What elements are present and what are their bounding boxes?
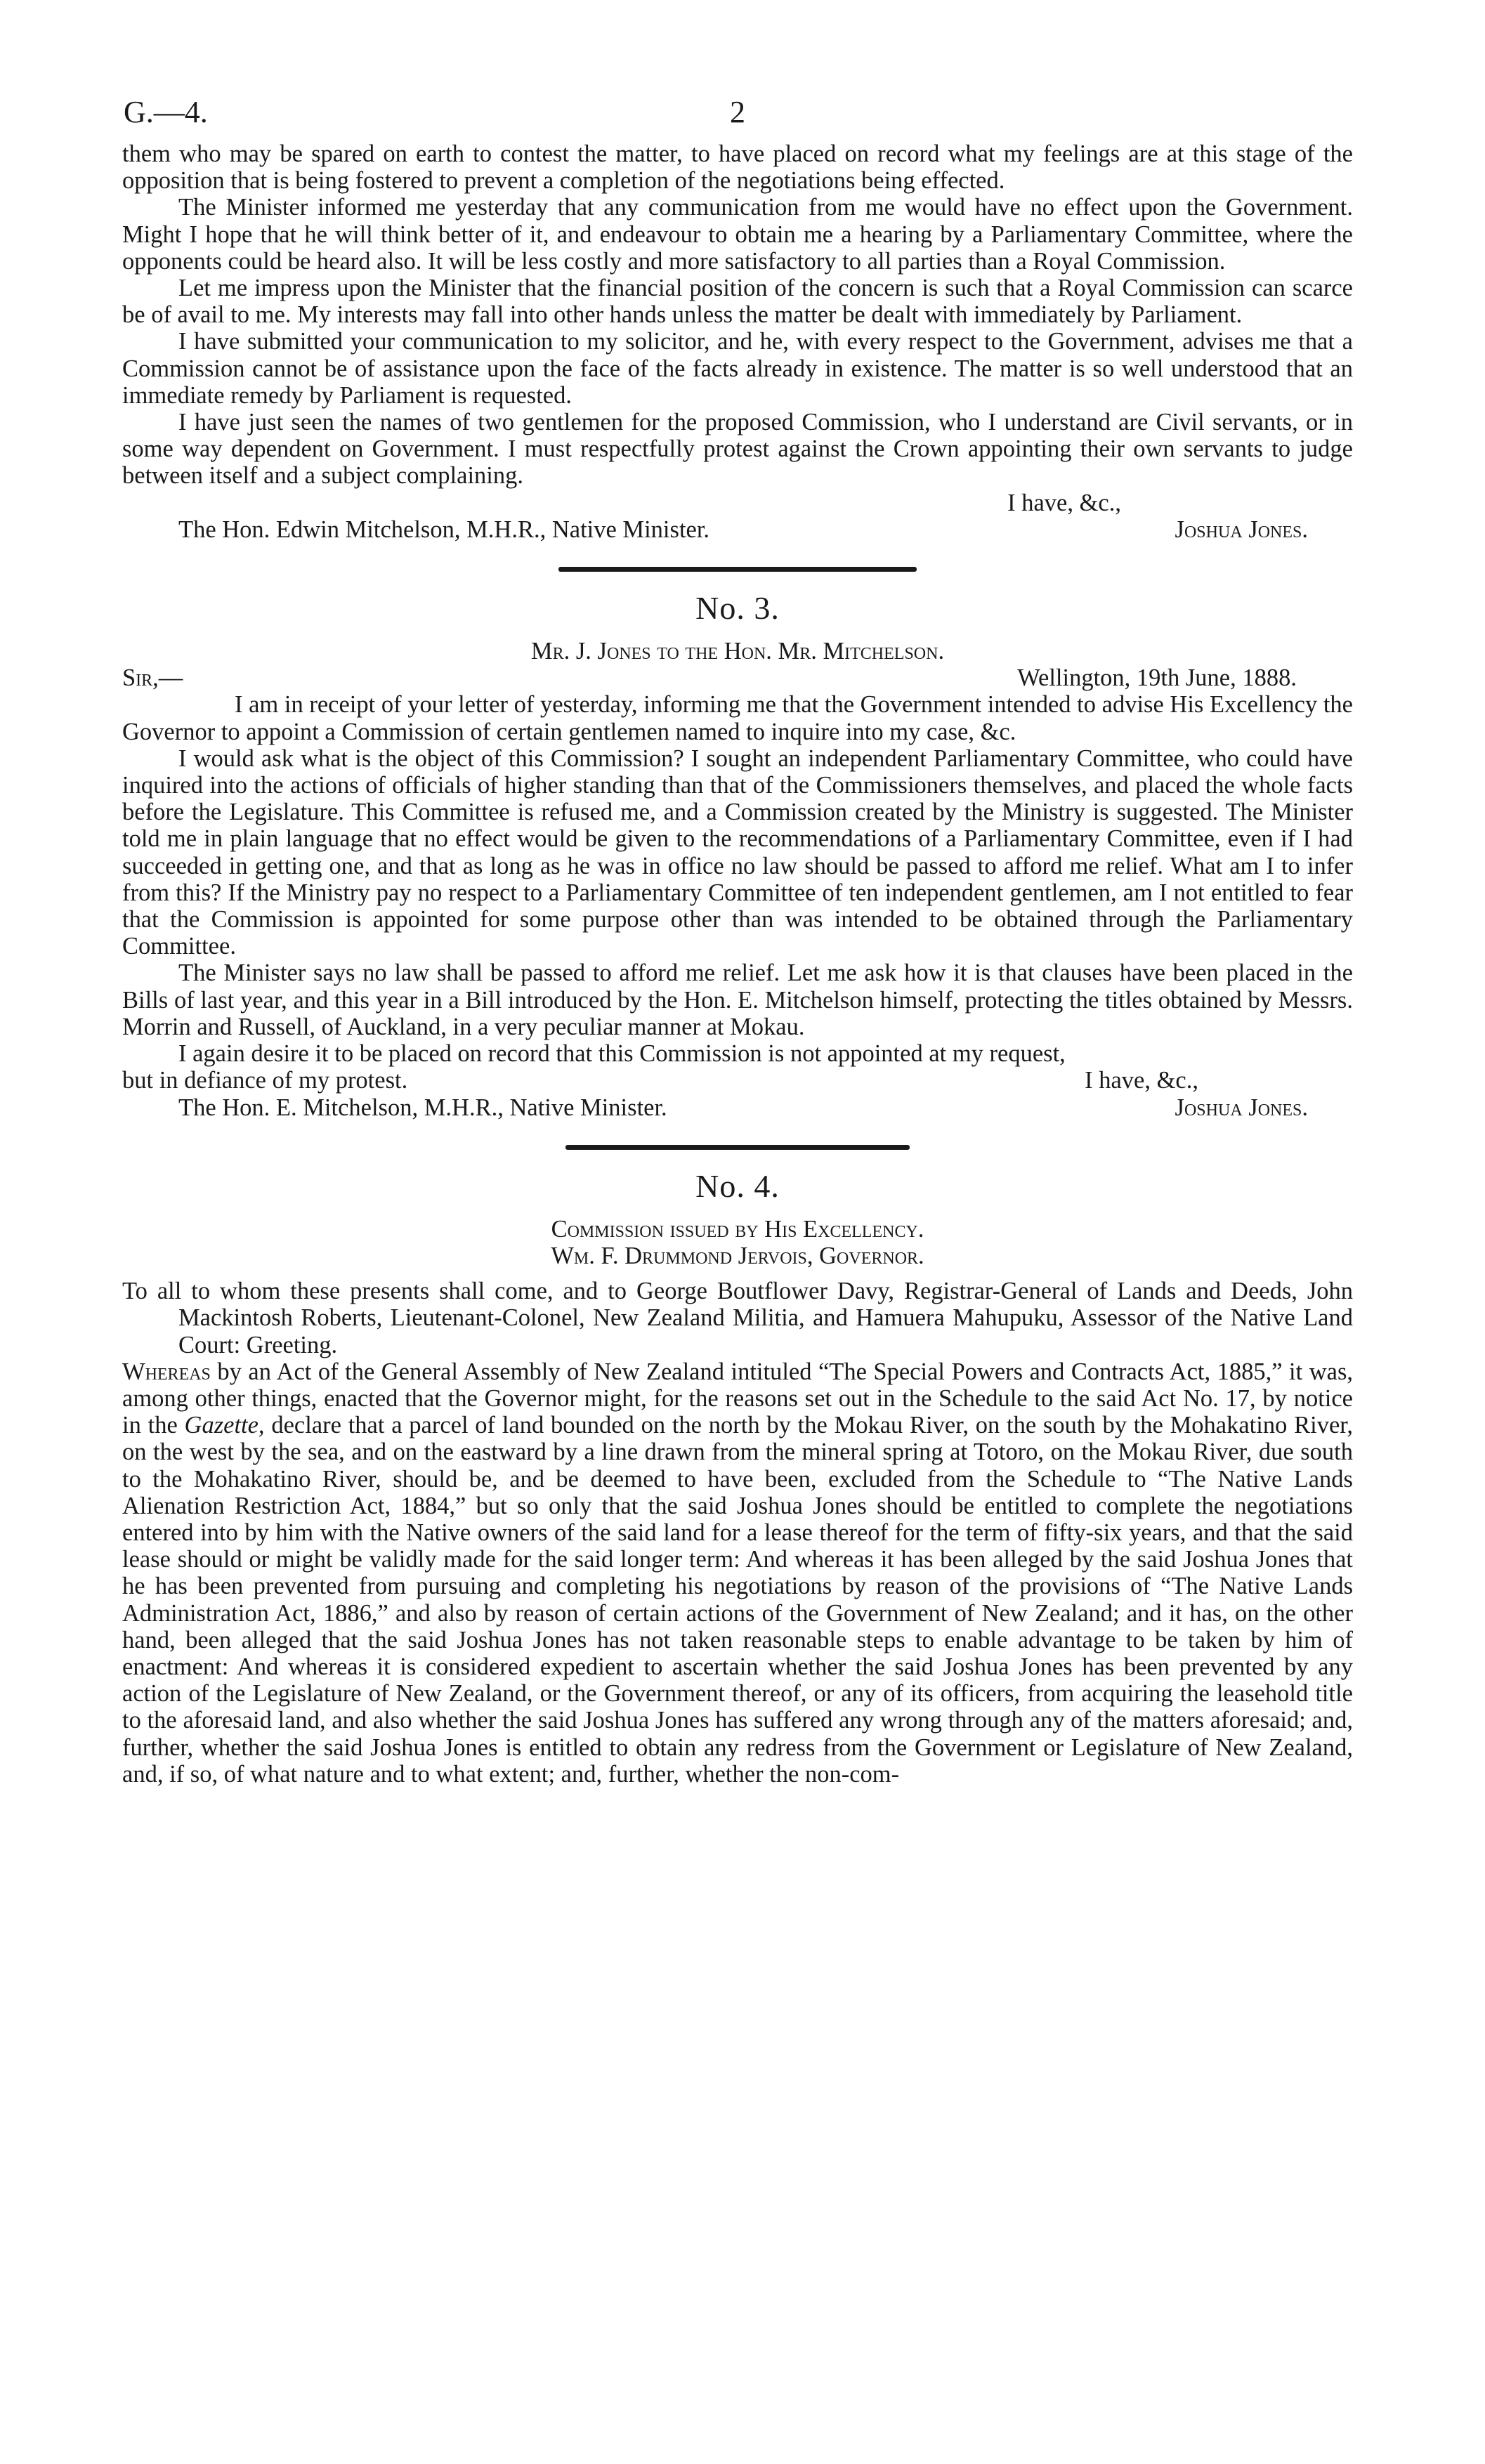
address-paragraph: To all to whom these presents shall come, and to George Boutflower Davy, Registrar-General of Lands and Deeds, John Mackintosh Roberts, Lieutenant-Colonel, New Zealand Militia, and Hamuera Mahupuku, Assessor of the Native Land Court: Greeting. xyxy=(122,1278,1353,1358)
section-divider xyxy=(558,567,917,572)
section-number: No. 3. xyxy=(695,590,780,627)
paragraph: I am in receipt of your letter of yesterday, informing me that the Government intended to advise His Excellency the Governor to appoint a Commission of certain gentlemen named to inquire into my case, &c. xyxy=(122,691,1353,745)
signature: Joshua Jones. xyxy=(1175,1094,1308,1121)
salutation: Sir,— xyxy=(122,664,183,692)
addressee-signature-line xyxy=(122,516,1353,543)
commission-heading: Commission issued by His Excellency. xyxy=(551,1215,924,1243)
running-header xyxy=(122,77,1353,140)
body-text: declare that a parcel of land bounded on the north by the Mokau River, on the south by the Mohakatino River, on the west by the sea, and on the eastward by a line drawn from the mineral spring at Totoro, on the Mokau River, due south to the Mohakatino River, should be, and be deemed to have been, excluded from the Schedule to “The Native Lands Alienation Restriction Act, 1884,” but so only that the said Joshua Jones should be entitled to complete the negotiations entered into by him with the Native owners of the said land for a lease thereof for the term of fifty-six years, and that the said lease should or might be validly made for the said longer term: And whereas it has been alleged by the said Joshua Jones that he has been prevented from pursuing and completing his negotiations by reason of the provisions of “The Native Lands Administration Act, 1886,” and also by reason of certain actions of the Government of New Zealand; and it has, on the other hand, been alleged that the said Joshua Jones has not taken reasonable steps to enable advantage to be taken by him of enactment: And whereas it is considered expedient to ascertain whether the said Joshua Jones has been prevented by any action of the Legislature of New Zealand, or the Government thereof, or any of its officers, from acquiring the leasehold title to the aforesaid land, and also whether the said Joshua Jones has suffered any wrong through any of the matters aforesaid; and, further, whether the said Joshua Jones is entitled to obtain any redress from the Government or Legislature of New Zealand, and, if so, of what nature and to what extent; and, further, whether the non-com- xyxy=(122,1412,1354,1788)
salutation-line xyxy=(122,664,1353,691)
addressee: The Hon. Edwin Mitchelson, M.H.R., Native Minister. xyxy=(178,516,710,543)
letter-no3 xyxy=(122,587,1353,1121)
paragraph: them who may be spared on earth to contest the matter, to have placed on record what my feelings are at this stage of the opposition that is being fostered to prevent a completion of the negotiations being effected. xyxy=(122,140,1353,195)
document-page xyxy=(122,77,1353,1788)
closing-formula: I have, &c., xyxy=(1085,1067,1198,1094)
paragraph: I would ask what is the object of this Commission? I sought an independent Parliamentary Committee, who could have inquired into the actions of officials of higher standing than that of the Commissioners themselves, and placed the whole facts before the Legislature. This Committee is refused me, and a Commission created by the Ministry is suggested. The Minister told me in plain language that no effect would be given to the recommendations of a Parliamentary Committee, even if I had succeeded in getting one, and that as long as he was in office no law should be passed to afford me relief. What am I to infer from this? If the Ministry pay no respect to a Parliamentary Committee of ten independent gentlemen, am I not entitled to fear that the Commission is appointed for some purpose other than was intended to be obtained through the Parliamentary Committee. xyxy=(122,745,1353,960)
paragraph-line: but in defiance of my protest. xyxy=(122,1067,408,1094)
closing-line xyxy=(122,1067,1353,1094)
gazette-title: Gazette, xyxy=(184,1412,265,1439)
paragraph: Let me impress upon the Minister that the financial position of the concern is such that a Royal Commission can scarce be of avail to me. My interests may fall into other hands unless the matter be dealt with immediately by Parliament. xyxy=(122,275,1353,329)
page-number: 2 xyxy=(730,95,745,129)
signature: Joshua Jones. xyxy=(1175,516,1308,543)
whereas-paragraph xyxy=(122,1358,1353,1788)
body-text: by an Act of the General Assembly of New Zealand intituled “The Special Powers and Contracts Act, 1885,” it was, among other things, enacted that the Governor might, for the reasons set out in the Schedule to the said Act No. 17, by notice in the xyxy=(122,1358,1353,1439)
place-date: Wellington, 19th June, 1888. xyxy=(1017,664,1297,692)
commission-no4 xyxy=(122,1165,1353,1788)
paper-reference: G.—4. xyxy=(124,95,208,129)
letter-no2-continuation xyxy=(122,140,1353,543)
paragraph: The Minister informed me yesterday that any communication from me would have no effect upon the Government. Might I hope that he will think better of it, and endeavour to obtain me a hearing by a Parliamentary Committee, where the opponents could be heard also. It will be less costly and more satisfactory to all parties than a Royal Commission. xyxy=(122,194,1353,275)
paragraph: I have just seen the names of two gentlemen for the proposed Commission, who I understand are Civil servants, or in some way dependent on Government. I must respectfully protest against the Crown appointing their own servants to judge between itself and a subject complaining. xyxy=(122,409,1353,490)
closing-formula: I have, &c., xyxy=(1007,489,1121,516)
governor-line: Wm. F. Drummond Jervois, Governor. xyxy=(551,1242,924,1269)
letter-heading: Mr. J. Jones to the Hon. Mr. Mitchelson. xyxy=(530,638,945,665)
addressee: The Hon. E. Mitchelson, M.H.R., Native Minister. xyxy=(178,1094,667,1121)
section-number: No. 4. xyxy=(695,1167,780,1204)
addressee-signature-line xyxy=(122,1094,1353,1121)
whereas-lead: Whereas xyxy=(122,1358,211,1385)
paragraph: I have submitted your communication to my solicitor, and he, with every respect to the Government, advises me that a Commission cannot be of assistance upon the face of the facts already in existence. The matter is so well understood that an immediate remedy by Parliament is requested. xyxy=(122,328,1353,409)
section-divider xyxy=(565,1145,910,1150)
paragraph-line: I again desire it to be placed on record that this Commission is not appointed at my request, xyxy=(178,1040,1066,1068)
paragraph: The Minister says no law shall be passed to afford me relief. Let me ask how it is that clauses have been placed in the Bills of last year, and this year in a Bill introduced by the Hon. E. Mitchelson himself, protecting the titles obtained by Messrs. Morrin and Russell, of Auckland, in a very peculiar manner at Mokau. xyxy=(122,959,1353,1040)
